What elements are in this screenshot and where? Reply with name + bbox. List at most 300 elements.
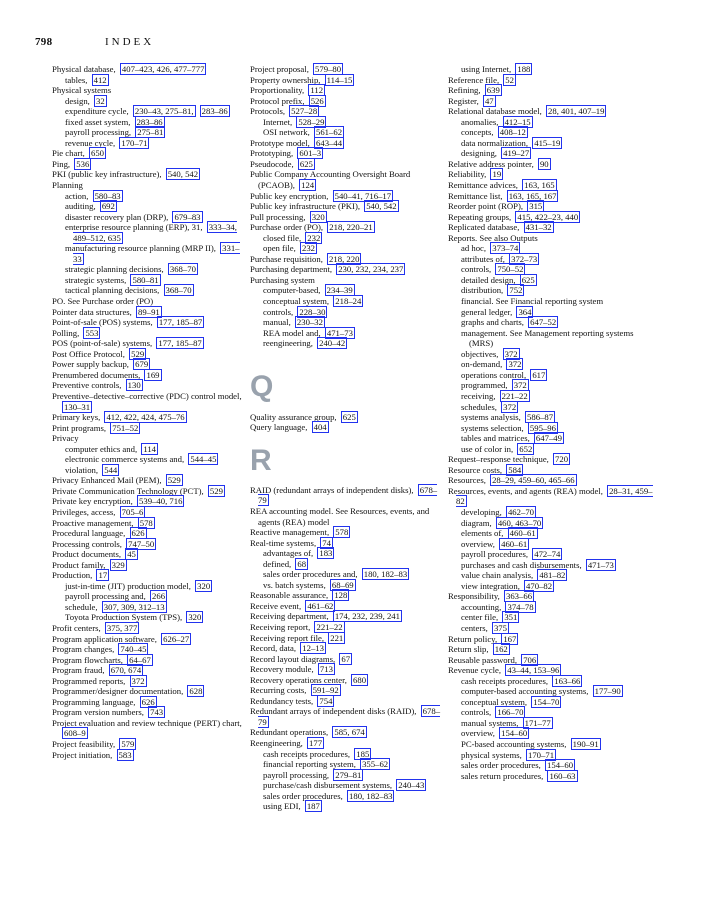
page-reference-link[interactable]: 333–34, 489–512, 635 [73,222,237,243]
page-reference-link[interactable]: 471–73 [326,327,353,338]
page-reference-link[interactable]: 553 [85,327,99,338]
page-reference-link[interactable]: 180, 182–83 [349,790,393,801]
page-reference-link[interactable]: 17 [98,570,108,581]
page-reference-link[interactable]: 529 [131,348,145,359]
page-reference-link[interactable]: 364 [518,306,532,317]
page-reference-link[interactable]: 608–9 [64,728,86,739]
entry-term: design, [65,95,90,106]
page-reference-link[interactable]: 166–70 [497,707,524,718]
index-entry [250,654,446,665]
entry-term: systems analysis, [461,412,521,423]
entry-term: Processing controls, [52,538,122,549]
page-reference-link[interactable]: 404 [313,422,327,433]
entry-term: data normalization, [461,137,529,148]
page-reference-link[interactable]: 579–80 [315,64,342,74]
page-reference-link[interactable]: 372 [513,380,527,391]
page-reference-link[interactable]: 320 [188,612,202,623]
page-reference-link[interactable]: 68–69 [331,579,354,590]
page-reference-link[interactable]: 169 [146,369,160,380]
page-reference-link[interactable]: 539–40, 716 [139,496,183,507]
index-entry [52,623,248,634]
entry-term: Program flowcharts, [52,654,123,665]
page-reference-link[interactable]: 170–71 [121,137,148,148]
page-reference-link[interactable]: 412 [93,74,107,85]
index-subentry [52,602,248,613]
entry-term: Pointer data structures, [52,306,132,317]
page-reference-link[interactable]: 363–66 [505,591,533,602]
page-reference-link[interactable]: 591–92 [312,685,339,696]
entry-term: operations control, [461,369,527,380]
entry-term: Reasonable assurance, [250,590,329,601]
entry-term: POS (point-of-sale) systems, [52,338,153,349]
page-reference-link[interactable]: 52 [505,74,514,85]
page-reference-link[interactable]: 163, 165 [524,180,555,191]
page-reference-link[interactable]: 232 [301,243,316,254]
index-entry [250,159,446,170]
page-reference-link[interactable]: 528–29 [298,116,325,127]
entry-term: Privileges, access, [52,506,116,517]
entry-term: reengineering, [263,338,313,349]
page-reference-link[interactable]: 751–52 [112,422,139,433]
index-subentry [448,370,658,381]
entry-term: Recovery operations center, [250,674,347,685]
index-entry [448,75,658,86]
entry-term: Production, [52,570,93,581]
page-reference-link[interactable]: 185 [356,748,370,759]
page-reference-link[interactable]: 713 [319,664,333,675]
index-subentry [448,349,658,360]
page-reference-link[interactable]: 130–31 [64,401,91,412]
entry-term: detailed design, [461,274,516,285]
entry-term: Protocols, [250,106,285,117]
entry-term: RAID (redundant arrays of independent disks), [250,484,414,495]
page-reference-link[interactable]: 372 [504,348,518,359]
page-reference-link[interactable]: 351 [504,612,518,623]
entry-term: Query language, [250,422,308,433]
entry-term: REA accounting model. See Resources, events, and agents (REA) model [250,505,430,527]
page-reference-link[interactable]: 579 [121,739,135,749]
page-reference-link[interactable]: 89–91 [138,306,160,317]
page-reference-link[interactable]: 481–82 [539,570,566,581]
page-reference-link[interactable]: 67 [341,653,351,664]
page-reference-link[interactable]: 90 [539,158,549,169]
page-reference-link[interactable]: 373–74 [492,243,519,254]
page-reference-link[interactable]: 177, 185–87 [158,317,203,328]
index-subentry [52,222,248,243]
entry-term: Reliability, [448,169,487,180]
entry-term: electronic commerce systems and, [65,454,185,465]
entry-term: Resources, events, and agents (REA) model, [448,485,603,496]
page-reference-link[interactable]: 461–62 [307,600,334,611]
page-reference-link[interactable]: 595–96 [529,422,556,433]
index-subentry [52,612,248,623]
entry-term: OSI network, [263,127,310,138]
page-reference-link[interactable]: 372–73 [511,253,538,264]
page-reference-link[interactable]: 230, 232, 234, 237 [338,264,404,275]
page-reference-link[interactable]: 584 [508,464,522,475]
entry-term: Resource costs, [448,464,503,475]
page-reference-link[interactable]: 374–78 [507,601,534,612]
page-reference-link[interactable]: 177 [309,737,323,748]
entry-term: systems selection, [461,422,524,433]
entry-term: sales order procedures, [263,790,343,801]
entry-term: Program application software, [52,633,157,644]
page-reference-link[interactable]: 601–3 [299,148,322,159]
entry-term: overview, [461,728,495,739]
index-column-3 [448,64,658,781]
page-reference-link[interactable]: 114 [143,443,157,454]
index-entry [52,307,248,318]
page-reference-link[interactable]: 460, 463–70 [497,517,542,528]
page-reference-link[interactable]: 187 [306,801,320,812]
page-reference-link[interactable]: 315 [529,201,543,212]
page-reference-link[interactable]: 747–50 [128,538,155,549]
page-reference-link[interactable]: 307, 309, 312–13 [103,601,165,612]
entry-term: Pie chart, [52,148,85,159]
index-subentry [448,697,658,708]
page-reference-link[interactable]: 180, 182–83 [363,569,408,580]
index-entry [52,370,248,381]
entry-term: Purchasing department, [250,264,333,275]
index-subentry [448,549,658,560]
entry-term: Reference file, [448,74,500,85]
entry-term: schedules, [461,401,497,412]
page-reference-link[interactable]: 460–61 [501,538,528,549]
page-reference-link[interactable]: 578 [139,517,153,528]
page-reference-link[interactable]: 585, 674 [334,727,365,738]
page-reference-link[interactable]: 412–15 [504,116,531,127]
page-reference-link[interactable]: 647–52 [530,317,557,328]
page-reference-link[interactable]: 408–12 [499,127,526,138]
page-reference-link[interactable]: 218, 220–21 [329,222,373,233]
index-subentry [448,602,658,613]
page-reference-link[interactable]: 160–63 [549,770,576,781]
index-subentry [448,412,658,423]
index-entry [52,634,248,645]
page-reference-link[interactable]: 130 [127,380,141,391]
page-reference-link[interactable]: 68 [297,558,307,569]
page-reference-link[interactable]: 128 [334,590,348,601]
entry-term: Toyota Production System (TPS), [65,612,183,623]
entry-term: schedule, [65,601,98,612]
entry-term: sales return procedures, [461,770,544,781]
page-reference-link[interactable]: 372 [508,359,522,370]
page-reference-link[interactable]: 188 [517,64,531,74]
page-reference-link[interactable]: 177–90 [594,686,621,697]
page-reference-link[interactable]: 232 [307,232,321,243]
index-subentry [250,296,446,307]
index-subentry [448,707,658,718]
page-reference-link[interactable]: 647–49 [535,433,562,444]
page-reference-link[interactable]: 583 [118,749,132,760]
page-reference-link[interactable]: 578 [335,527,349,538]
page-reference-link[interactable]: 412, 422, 424, 475–76 [106,412,185,423]
index-entry [250,611,446,622]
entry-term: Program changes, [52,644,115,655]
index-entry [52,707,248,718]
page-reference-link[interactable]: 527–28 [291,106,318,117]
page-reference-link[interactable]: 266 [152,591,166,602]
page-reference-link[interactable]: 628 [189,686,203,697]
index-subentry [52,138,248,149]
index-subentry [448,433,658,444]
page-reference-link[interactable]: 163–66 [554,675,581,686]
page-reference-link[interactable]: 540–41, 716–17 [334,190,392,201]
entry-term: Property ownership, [250,74,321,85]
entry-term: center file, [461,612,499,623]
page-reference-link[interactable]: 28, 401, 407–19 [548,106,605,117]
index-entry [250,191,446,202]
page-reference-link[interactable]: 680 [353,674,367,685]
index-subentry [52,243,248,264]
page-reference-link[interactable]: 415, 422–23, 440 [517,211,579,222]
section-letter-q: Q [250,369,274,403]
index-entry [250,675,446,686]
page-reference-link[interactable]: 283–86 [201,106,228,117]
index-subentry [448,518,658,529]
page-reference-link[interactable]: 368–70 [165,285,192,296]
page-reference-link[interactable]: 407–423, 426, 477–777 [121,64,205,74]
page-reference-link[interactable]: 705–6 [121,506,144,517]
page-reference-link[interactable]: 74 [322,537,331,548]
entry-term: cash receipts procedures, [263,748,351,759]
page-reference-link[interactable]: 230–32 [296,317,323,328]
page-reference-link[interactable]: 580–83 [94,190,121,201]
index-entry [448,222,658,233]
page-reference-link[interactable]: 162 [494,644,508,655]
page-reference-link[interactable]: 536 [76,158,90,169]
page-reference-link[interactable]: 163, 165, 167 [508,190,557,201]
index-entry [250,590,446,601]
page-reference-link[interactable]: 419–27 [503,148,530,159]
page-reference-link[interactable]: 114–15 [326,74,353,85]
page-reference-link[interactable]: 234–39 [326,285,353,296]
entry-term: payroll processing and, [65,591,146,602]
index-entry [52,518,248,529]
page-reference-link[interactable]: 19 [492,169,502,180]
page-reference-link[interactable]: 617 [532,369,546,380]
page-reference-link[interactable]: 625 [521,274,535,285]
index-entry [250,706,446,727]
page-reference-link[interactable]: 626–27 [163,633,190,644]
entry-term: Product documents, [52,549,122,560]
page-reference-link[interactable]: 228–30 [299,306,326,317]
page-reference-link[interactable]: 678–79 [258,706,441,727]
index-subentry [448,275,658,286]
entry-term: strategic systems, [65,274,127,285]
page-reference-link[interactable]: 643–44 [316,137,343,148]
index-entry [52,349,248,360]
page-reference-link[interactable]: 183 [319,548,333,559]
index-entry [52,665,248,676]
page-reference-link[interactable]: 743 [150,707,164,718]
page-reference-link[interactable]: 154–60 [501,728,528,739]
page-reference-link[interactable]: 752 [509,285,523,296]
page-reference-link[interactable]: 625 [299,158,313,169]
page-reference-link[interactable]: 580–81 [132,274,159,285]
page-reference-link[interactable]: 283–86 [136,116,163,127]
entry-term: computer ethics and, [65,443,138,454]
entry-term: Recovery module, [250,664,314,675]
page-reference-link[interactable]: 174, 232, 239, 241 [334,611,400,622]
entry-term: Prototyping, [250,148,294,159]
page-reference-link[interactable]: 170–71 [527,749,555,760]
index-entry [52,739,248,750]
index-entry [250,696,446,707]
page-reference-link[interactable]: 706 [523,654,537,665]
page-reference-link[interactable]: 544–45 [190,454,217,465]
page-reference-link[interactable]: 470–82 [526,580,553,591]
index-entry [52,317,248,328]
page-reference-link[interactable]: 750–52 [497,264,524,275]
page-reference-link[interactable]: 372 [503,401,517,412]
entry-term: centers, [461,622,488,633]
entry-term: conceptual system, [263,296,330,307]
index-entry [250,85,446,96]
page-reference-link[interactable]: 12–13 [302,643,324,654]
page-reference-link[interactable]: 561–62 [315,127,343,138]
page-reference-link[interactable]: 540, 542 [167,169,199,180]
index-subentry [448,676,658,687]
page-reference-link[interactable]: 526 [310,95,324,106]
page-reference-link[interactable]: 221–22 [501,390,528,401]
page-reference-link[interactable]: 154–70 [533,696,560,707]
page-reference-link[interactable]: 540, 542 [366,201,397,212]
page-reference-link[interactable]: 415–19 [534,137,561,148]
page-reference-link[interactable]: 471–73 [587,559,614,570]
page-reference-link[interactable]: 462–70 [507,506,535,517]
page-reference-link[interactable]: 740–45 [120,644,147,655]
entry-term: purchases and cash disbursements, [461,559,582,570]
page-reference-link[interactable]: 320 [311,211,325,222]
page-reference-link[interactable]: 154–60 [547,760,574,771]
index-entry [250,622,446,633]
page-reference-link[interactable]: 112 [310,85,324,96]
entry-term: Power supply backup, [52,359,129,370]
page-reference-link[interactable]: 650 [90,148,105,159]
entry-term: developing, [461,506,502,517]
index-subentry [448,612,658,623]
page-reference-link[interactable]: 28–29, 459–60, 465–66 [492,475,575,486]
entry-term: overview, [461,538,495,549]
page-reference-link[interactable]: 171–77 [524,717,551,728]
page-number: 798 [35,36,53,48]
index-subentry [250,801,446,812]
entry-term: controls, [263,306,294,317]
entry-term: Physical database, [52,64,116,74]
page-reference-link[interactable]: 625 [342,411,356,422]
page-reference-link[interactable]: 240–43 [398,780,425,791]
page-reference-link[interactable]: 218–24 [335,296,362,307]
entry-term: Program version numbers, [52,707,144,718]
page-reference-link[interactable]: 678–79 [258,484,438,506]
page-reference-link[interactable]: 124 [301,180,315,191]
page-reference-link[interactable]: 45 [127,549,136,560]
entry-term: Repeating groups, [448,211,512,222]
entry-term: Redundant operations, [250,727,329,738]
page-reference-link[interactable]: 240–42 [319,338,346,349]
page-reference-link[interactable]: 670, 674 [110,665,142,676]
entry-term: Register, [448,95,479,106]
page-reference-link[interactable]: 679 [135,359,149,370]
page-reference-link[interactable]: 279–81 [335,769,362,780]
page-reference-link[interactable]: 275–81 [137,127,164,138]
page-reference-link[interactable]: 529 [209,485,223,496]
page-reference-link[interactable]: 720 [555,454,569,465]
page-reference-link[interactable]: 320 [197,580,211,591]
page-reference-link[interactable]: 529 [167,475,181,486]
entry-term: objectives, [461,348,499,359]
entry-term: vs. batch systems, [263,579,326,590]
entry-term: Pull processing, [250,211,306,222]
index-subentry [448,148,658,159]
page-reference-link[interactable]: 28–31, 459–82 [456,485,653,507]
entry-term: Remittance list, [448,190,503,201]
entry-term: Privacy [52,433,79,444]
entry-term: Receiving report, [250,621,311,632]
page-reference-link[interactable]: 331–33 [73,243,240,264]
page-reference-link[interactable]: 190–91 [572,739,599,749]
entry-term: controls, [461,707,492,718]
page-reference-link[interactable]: 586–87 [527,412,554,423]
index-entry [448,191,658,202]
page-reference-link[interactable]: 221 [330,632,344,643]
page-reference-link[interactable]: 221–22 [316,621,343,632]
page-header [35,36,155,48]
page-reference-link[interactable]: 692 [101,201,115,212]
entry-term: value chain analysis, [461,570,534,581]
page-reference-link[interactable]: 626 [131,528,145,539]
index-entry [250,412,446,423]
page-reference-link[interactable]: 355–62 [362,759,389,770]
entry-term: Privacy Enhanced Mail (PEM), [52,475,162,486]
page-reference-link[interactable]: 32 [96,95,105,106]
index-subentry [250,127,446,138]
index-subentry [52,75,248,86]
page-reference-link[interactable]: 218, 220 [329,253,360,264]
entry-term: Receive event, [250,600,302,611]
page-reference-link[interactable]: 375, 377 [106,622,138,633]
page-reference-link[interactable]: 43–44, 153–96 [507,665,560,676]
entry-term: financial reporting system, [263,759,356,770]
page-reference-link[interactable]: 472–74 [534,549,561,560]
page-reference-link[interactable]: 679–83 [174,211,201,222]
page-reference-link[interactable]: 64–67 [129,654,151,665]
index-entry [52,296,248,307]
entry-term: advantages of, [263,548,314,559]
page-reference-link[interactable]: 375 [493,622,507,633]
page-reference-link[interactable]: 368–70 [169,264,196,275]
index-entry [52,338,248,349]
page-reference-link[interactable]: 544 [104,464,118,475]
index-subentry [250,233,446,244]
page-reference-link[interactable]: 329 [111,559,125,570]
page-reference-link[interactable]: 230–43, 275–81, [134,106,194,117]
page-reference-link[interactable]: 167 [503,633,517,644]
index-subentry [448,317,658,328]
index-entry [52,750,248,761]
page-reference-link[interactable]: 639 [486,85,500,96]
page-reference-link[interactable]: 177, 185–87 [158,338,202,349]
page-reference-link[interactable]: 431–32 [525,222,552,233]
page-reference-link[interactable]: 754 [319,695,333,706]
page-reference-link[interactable]: 626 [141,696,155,707]
page-reference-link[interactable]: 47 [484,95,494,106]
page-reference-link[interactable]: 372 [131,675,145,686]
page-reference-link[interactable]: 460–61 [509,528,536,539]
entry-term: Remittance advices, [448,180,518,191]
page-reference-link[interactable]: 652 [519,443,533,454]
